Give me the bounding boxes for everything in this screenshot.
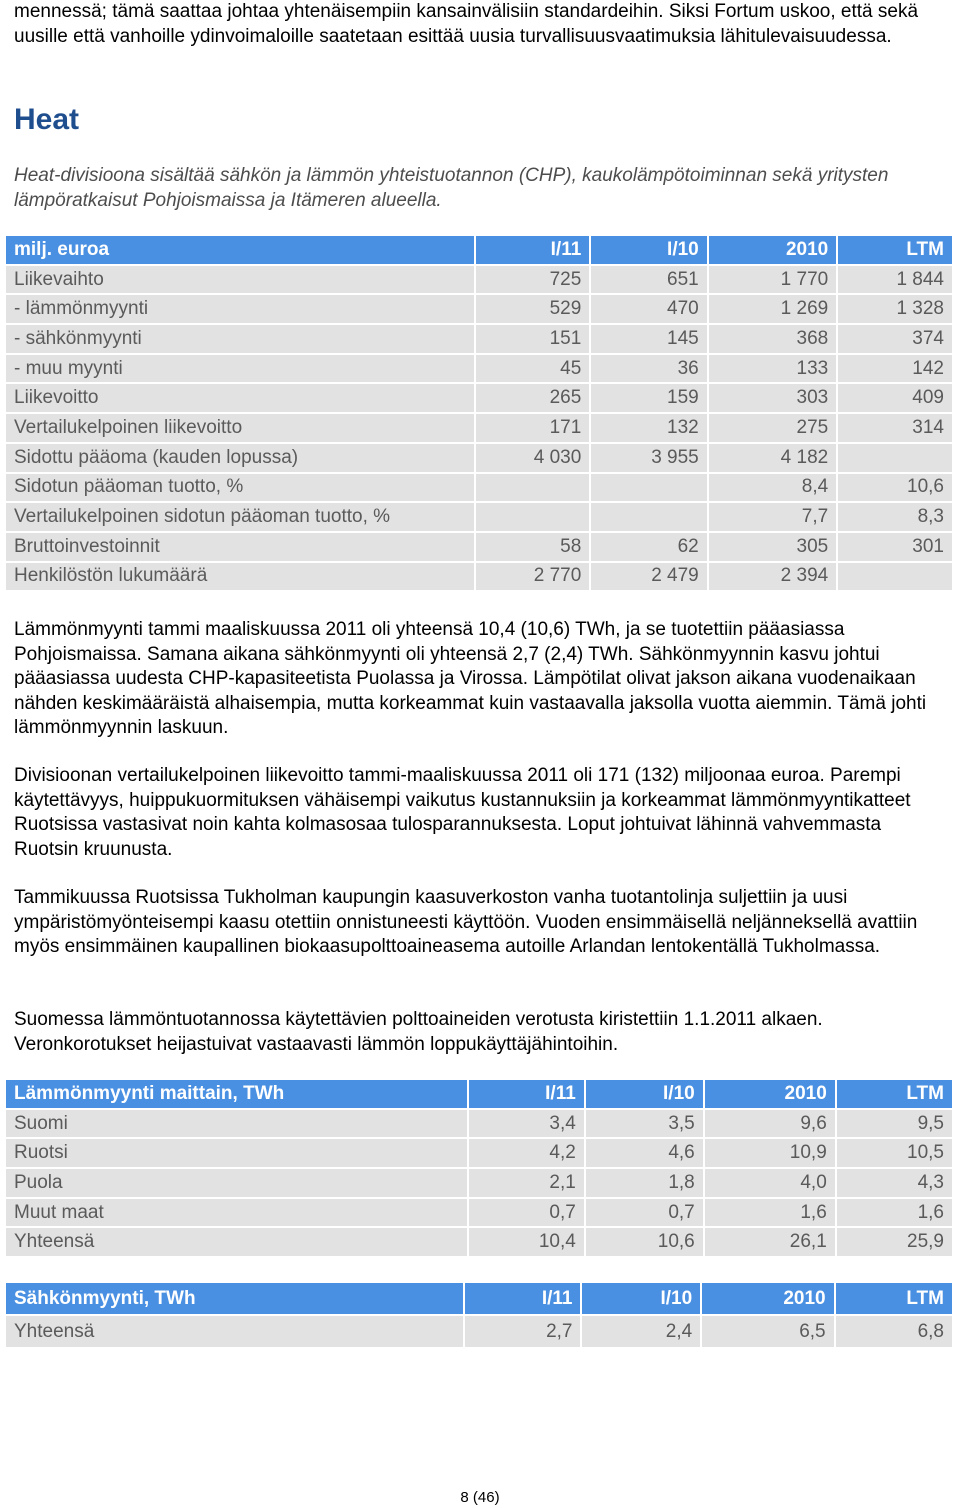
column-header: Lämmönmyynti maittain, TWh: [6, 1080, 469, 1110]
table-cell: 2,4: [582, 1316, 702, 1349]
section-heading: Heat: [14, 103, 80, 136]
table-row: [6, 1199, 954, 1229]
column-header: LTM: [837, 1080, 954, 1110]
table-cell: 374: [838, 325, 954, 355]
table-row: [6, 1228, 954, 1258]
table-row: [6, 1139, 954, 1169]
table-cell: 1 844: [838, 266, 954, 296]
row-label: Ruotsi: [6, 1139, 469, 1169]
table-row: [6, 503, 954, 533]
table-cell: 10,6: [838, 474, 954, 504]
row-label: Liikevoitto: [6, 384, 476, 414]
table-cell: 651: [591, 266, 708, 296]
table-cell: 132: [591, 414, 708, 444]
table-cell: 2 479: [591, 563, 708, 593]
row-label: Vertailukelpoinen sidotun pääoman tuotto, %: [6, 503, 476, 533]
table-cell: 305: [709, 533, 838, 563]
table-row: [6, 444, 954, 474]
table-row: [6, 1169, 954, 1199]
table-cell: 45: [476, 355, 592, 385]
table-cell: 1 328: [838, 295, 954, 325]
table-cell: 409: [838, 384, 954, 414]
table-cell: 159: [591, 384, 708, 414]
body-paragraph-1: Lämmönmyynti tammi maaliskuussa 2011 oli yhteensä 10,4 (10,6) TWh, ja se tuotettiin pääasiassa Pohjoismaissa. Samana aikana sähkönmyynti oli yhteensä 2,7 (2,4) TWh. Sähkönmyynnin kasvu johtui pääasiassa uudesta CHP-kapasiteetista Puolassa ja Virossa. Lämpötilat olivat jakson aikana vuodenaikaan nähden keskimääräistä alhaisempia, mutta korkeammat kuin vastaavalla jaksolla vuotta aiemmin. Tämä johti lämmönmyynnin laskuun.: [14, 619, 927, 738]
column-header: 2010: [709, 236, 838, 266]
table-header-row: [6, 1080, 954, 1110]
table-cell: 6,8: [836, 1316, 954, 1349]
table-cell: 9,5: [837, 1110, 954, 1140]
row-label: Liikevaihto: [6, 266, 476, 296]
table-cell: 8,4: [709, 474, 838, 504]
row-label: - sähkönmyynti: [6, 325, 476, 355]
table-cell: 0,7: [469, 1199, 586, 1229]
table-cell: [838, 444, 954, 474]
table-cell: 470: [591, 295, 708, 325]
row-label: Sidotun pääoman tuotto, %: [6, 474, 476, 504]
row-label: Yhteensä: [6, 1228, 469, 1258]
table-cell: 368: [709, 325, 838, 355]
table-cell: 301: [838, 533, 954, 563]
table-cell: 36: [591, 355, 708, 385]
column-header: I/11: [469, 1080, 586, 1110]
body-paragraph-3: Tammikuussa Ruotsissa Tukholman kaupungin kaasuverkoston vanha tuotantolinja suljettiin ja uusi ympäristömyönteisempi kaasu otettiin onnistuneesti käyttöön. Vuoden ensimmäisellä neljänneksellä avattiin myös ensimmäinen kaupallinen biokaasupolttoaineasema autoille Arlandan lentokentällä Tukholmassa.: [14, 887, 918, 957]
table-cell: 1 770: [709, 266, 838, 296]
table-row: [6, 384, 954, 414]
column-header: Sähkönmyynti, TWh: [6, 1283, 465, 1316]
heat-sales-table: [6, 1080, 954, 1258]
table-row: [6, 266, 954, 296]
table-cell: 3 955: [591, 444, 708, 474]
table-cell: 58: [476, 533, 592, 563]
row-label: Suomi: [6, 1110, 469, 1140]
table-cell: 3,5: [586, 1110, 705, 1140]
table-cell: 1,6: [837, 1199, 954, 1229]
column-header: LTM: [836, 1283, 954, 1316]
table-cell: 25,9: [837, 1228, 954, 1258]
column-header: I/11: [465, 1283, 583, 1316]
table-cell: 7,7: [709, 503, 838, 533]
table-cell: 8,3: [838, 503, 954, 533]
column-header: I/10: [582, 1283, 702, 1316]
row-label: Vertailukelpoinen liikevoitto: [6, 414, 476, 444]
table-cell: 133: [709, 355, 838, 385]
table-cell: 62: [591, 533, 708, 563]
power-sales-table: [6, 1283, 954, 1349]
intro-paragraph: mennessä; tämä saattaa johtaa yhtenäisempiin kansainvälisiin standardeihin. Siksi Fortum uskoo, että sekä uusille että vanhoille ydinvoimaloille saatetaan esittää uusia turvallisuusvaatimuksia lähitulevaisuudessa.: [14, 1, 919, 47]
table-header-row: [6, 236, 954, 266]
table-cell: 6,5: [702, 1316, 835, 1349]
row-label: Bruttoinvestoinnit: [6, 533, 476, 563]
table-cell: 171: [476, 414, 592, 444]
table-cell: 2,1: [469, 1169, 586, 1199]
table-row: [6, 1110, 954, 1140]
table-cell: 26,1: [705, 1228, 837, 1258]
table-cell: 2 394: [709, 563, 838, 593]
table-cell: [476, 503, 592, 533]
table-cell: 2 770: [476, 563, 592, 593]
table-cell: [591, 474, 708, 504]
table-cell: 4 182: [709, 444, 838, 474]
column-header: 2010: [705, 1080, 837, 1110]
table-cell: 10,5: [837, 1139, 954, 1169]
table-header-row: [6, 1283, 954, 1316]
table-cell: 4,2: [469, 1139, 586, 1169]
table-cell: 4,3: [837, 1169, 954, 1199]
table-cell: 4 030: [476, 444, 592, 474]
column-header: I/10: [591, 236, 708, 266]
table-row: [6, 533, 954, 563]
column-header: I/11: [476, 236, 592, 266]
table-row: [6, 295, 954, 325]
table-cell: 0,7: [586, 1199, 705, 1229]
column-header: milj. euroa: [6, 236, 476, 266]
table-cell: 275: [709, 414, 838, 444]
section-lead: Heat-divisioona sisältää sähkön ja lämmön yhteistuotannon (CHP), kaukolämpötoiminnan sekä yritysten lämpöratkaisut Pohjoismaissa ja Itämeren alueella.: [14, 165, 889, 211]
table-cell: 265: [476, 384, 592, 414]
table-cell: 529: [476, 295, 592, 325]
table-cell: 1,8: [586, 1169, 705, 1199]
table-cell: 314: [838, 414, 954, 444]
table-cell: 151: [476, 325, 592, 355]
table-cell: 145: [591, 325, 708, 355]
column-header: 2010: [702, 1283, 835, 1316]
table-cell: [838, 563, 954, 593]
table-cell: 10,9: [705, 1139, 837, 1169]
table-row: [6, 563, 954, 593]
page-number: 8 (46): [460, 1489, 500, 1506]
row-label: - lämmönmyynti: [6, 295, 476, 325]
table-row: [6, 1316, 954, 1349]
table-cell: [591, 503, 708, 533]
row-label: - muu myynti: [6, 355, 476, 385]
table-cell: 3,4: [469, 1110, 586, 1140]
row-label: Yhteensä: [6, 1316, 465, 1349]
body-paragraph-2: Divisioonan vertailukelpoinen liikevoitto tammi-maaliskuussa 2011 oli 171 (132) miljoonaa euroa. Parempi käytettävyys, huippukuormituksen vähäisempi vaikutus kustannuksiin ja korkeammat lämmönmyyntikatteet Ruotsissa vastasivat noin kahta kolmasosaa tulosparannuksesta. Loput johtuivat lähinnä vahvemmasta Ruotsin kruunusta.: [14, 765, 911, 860]
table-cell: 1,6: [705, 1199, 837, 1229]
table-cell: [476, 474, 592, 504]
table-row: [6, 474, 954, 504]
row-label: Muut maat: [6, 1199, 469, 1229]
column-header: LTM: [838, 236, 954, 266]
table-cell: 4,6: [586, 1139, 705, 1169]
body-paragraph-4: Suomessa lämmöntuotannossa käytettävien polttoaineiden verotusta kiristettiin 1.1.2011 alkaen. Veronkorotukset heijastuivat vastaavasti lämmön loppukäyttäjähintoihin.: [14, 1009, 823, 1055]
key-figures-table: [6, 236, 954, 592]
table-cell: 4,0: [705, 1169, 837, 1199]
table-cell: 9,6: [705, 1110, 837, 1140]
table-row: [6, 325, 954, 355]
row-label: Puola: [6, 1169, 469, 1199]
table-cell: 1 269: [709, 295, 838, 325]
table-cell: 2,7: [465, 1316, 583, 1349]
table-cell: 10,4: [469, 1228, 586, 1258]
table-cell: 10,6: [586, 1228, 705, 1258]
table-cell: 303: [709, 384, 838, 414]
row-label: Henkilöstön lukumäärä: [6, 563, 476, 593]
row-label: Sidottu pääoma (kauden lopussa): [6, 444, 476, 474]
table-cell: 142: [838, 355, 954, 385]
table-row: [6, 414, 954, 444]
table-row: [6, 355, 954, 385]
table-cell: 725: [476, 266, 592, 296]
column-header: I/10: [586, 1080, 705, 1110]
